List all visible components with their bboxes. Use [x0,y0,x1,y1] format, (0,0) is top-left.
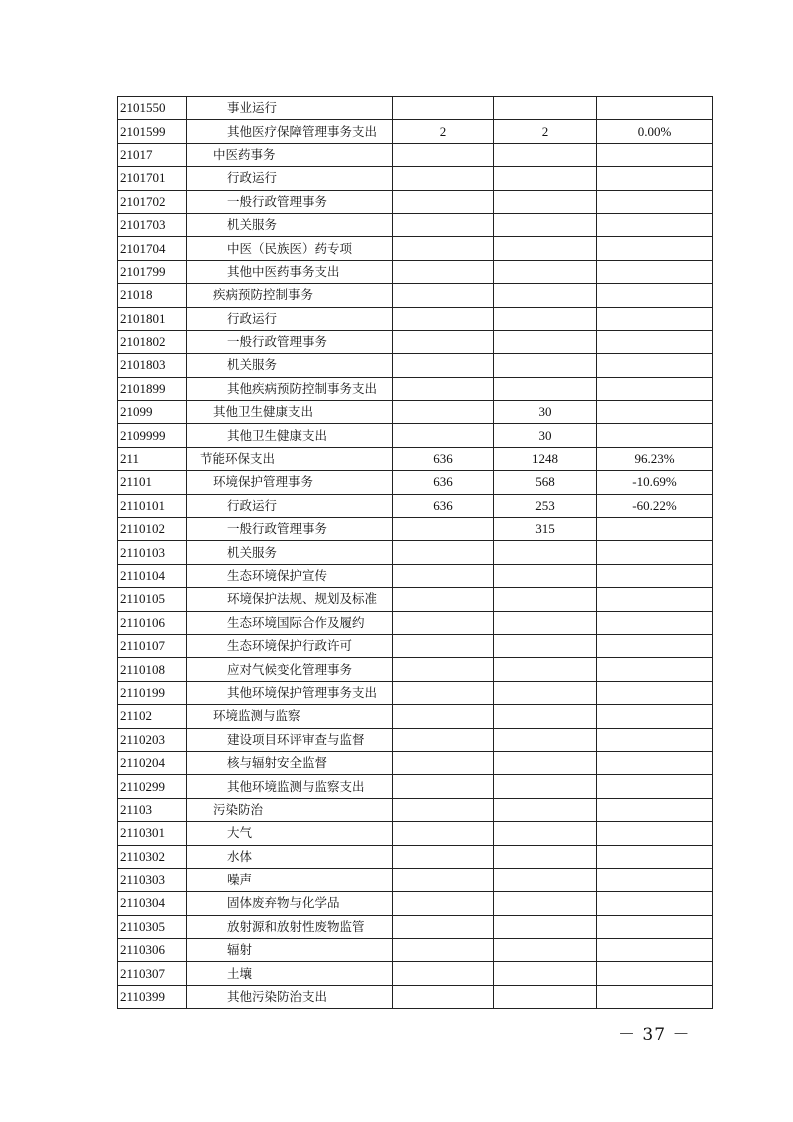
cell-value-1 [393,330,494,353]
table-row [118,330,713,353]
cell-value-2 [494,588,597,611]
cell-value-3: -10.69% [597,471,713,494]
table-row [118,190,713,213]
cell-value-3 [597,541,713,564]
table-row [118,705,713,728]
cell-value-2 [494,868,597,891]
cell-name: 其他污染防治支出 [187,985,393,1008]
cell-value-1 [393,143,494,166]
cell-name: 生态环境保护行政许可 [187,634,393,657]
cell-code: 2110299 [118,775,187,798]
cell-value-3 [597,611,713,634]
cell-value-1 [393,985,494,1008]
table-row [118,564,713,587]
table-row [118,97,713,120]
cell-value-1 [393,658,494,681]
cell-name: 土壤 [187,962,393,985]
table-row [118,798,713,821]
cell-value-2 [494,962,597,985]
cell-value-3 [597,822,713,845]
cell-value-3 [597,658,713,681]
cell-name: 一般行政管理事务 [187,330,393,353]
cell-name: 节能环保支出 [187,447,393,470]
cell-value-3 [597,518,713,541]
cell-value-2 [494,939,597,962]
cell-code: 21018 [118,284,187,307]
cell-name: 核与辐射安全监督 [187,751,393,774]
cell-value-1 [393,424,494,447]
cell-value-3 [597,962,713,985]
cell-value-3 [597,705,713,728]
cell-name: 其他卫生健康支出 [187,401,393,424]
cell-code: 2101701 [118,167,187,190]
cell-value-2 [494,190,597,213]
cell-value-3 [597,634,713,657]
cell-code: 2110303 [118,868,187,891]
table-row [118,775,713,798]
cell-name: 应对气候变化管理事务 [187,658,393,681]
cell-value-1 [393,564,494,587]
cell-value-1 [393,190,494,213]
cell-code: 2110104 [118,564,187,587]
cell-value-3 [597,845,713,868]
cell-value-3 [597,401,713,424]
cell-name: 辐射 [187,939,393,962]
table-row [118,681,713,704]
cell-code: 2101599 [118,120,187,143]
cell-value-3 [597,190,713,213]
table-row [118,494,713,517]
cell-value-3 [597,284,713,307]
cell-code: 2101801 [118,307,187,330]
cell-value-1 [393,588,494,611]
cell-code: 2110107 [118,634,187,657]
cell-value-1 [393,892,494,915]
table-row [118,354,713,377]
cell-name: 环境保护法规、规划及标准 [187,588,393,611]
cell-value-2 [494,260,597,283]
cell-code: 2110306 [118,939,187,962]
cell-value-1 [393,611,494,634]
cell-value-2 [494,775,597,798]
table-row [118,751,713,774]
cell-code: 2110103 [118,541,187,564]
cell-value-3 [597,588,713,611]
cell-value-1 [393,868,494,891]
cell-value-1: 2 [393,120,494,143]
cell-code: 21101 [118,471,187,494]
cell-value-3 [597,868,713,891]
table-row [118,237,713,260]
cell-value-1 [393,401,494,424]
table-row [118,915,713,938]
table-row [118,634,713,657]
cell-code: 211 [118,447,187,470]
cell-code: 2101802 [118,330,187,353]
cell-value-3 [597,681,713,704]
cell-value-1 [393,915,494,938]
cell-code: 2110199 [118,681,187,704]
cell-value-3 [597,237,713,260]
cell-value-3 [597,307,713,330]
table-row [118,868,713,891]
cell-code: 2110102 [118,518,187,541]
cell-code: 21099 [118,401,187,424]
cell-value-3 [597,985,713,1008]
table-row [118,213,713,236]
table-row [118,588,713,611]
cell-name: 生态环境保护宣传 [187,564,393,587]
cell-value-2: 30 [494,401,597,424]
cell-value-2 [494,634,597,657]
cell-value-3 [597,798,713,821]
cell-value-1 [393,681,494,704]
cell-name: 环境保护管理事务 [187,471,393,494]
cell-name: 生态环境国际合作及履约 [187,611,393,634]
cell-name: 中医（民族医）药专项 [187,237,393,260]
cell-value-1 [393,541,494,564]
cell-name: 其他环境监测与监察支出 [187,775,393,798]
table-row [118,939,713,962]
table-row [118,985,713,1008]
cell-value-3 [597,751,713,774]
cell-value-2 [494,237,597,260]
table-row [118,611,713,634]
cell-value-2 [494,377,597,400]
table-row [118,845,713,868]
cell-name: 噪声 [187,868,393,891]
cell-value-1 [393,518,494,541]
cell-code: 2110203 [118,728,187,751]
table-body [118,97,713,1009]
table-row [118,658,713,681]
cell-value-2 [494,705,597,728]
table-row [118,260,713,283]
cell-value-2 [494,915,597,938]
page-number: － 37 － [618,1025,691,1045]
cell-value-3 [597,377,713,400]
cell-value-3: 96.23% [597,447,713,470]
cell-code: 2101899 [118,377,187,400]
cell-value-3 [597,143,713,166]
cell-value-2: 253 [494,494,597,517]
cell-name: 机关服务 [187,354,393,377]
cell-value-1 [393,845,494,868]
cell-value-1 [393,751,494,774]
cell-name: 一般行政管理事务 [187,518,393,541]
table-row [118,120,713,143]
table-row [118,892,713,915]
cell-code: 2110105 [118,588,187,611]
cell-value-2 [494,822,597,845]
cell-name: 建设项目环评审查与监督 [187,728,393,751]
cell-value-1 [393,213,494,236]
cell-code: 2110101 [118,494,187,517]
cell-name: 大气 [187,822,393,845]
cell-value-1 [393,775,494,798]
cell-code: 2110204 [118,751,187,774]
cell-code: 2101799 [118,260,187,283]
cell-value-2 [494,798,597,821]
cell-value-1 [393,822,494,845]
cell-value-2: 568 [494,471,597,494]
cell-code: 2101703 [118,213,187,236]
cell-value-3 [597,775,713,798]
table-row [118,377,713,400]
cell-name: 固体废弃物与化学品 [187,892,393,915]
cell-code: 2110399 [118,985,187,1008]
table-row [118,284,713,307]
cell-value-3: -60.22% [597,494,713,517]
table-row [118,518,713,541]
cell-code: 2110108 [118,658,187,681]
cell-value-1 [393,307,494,330]
table-row [118,822,713,845]
cell-value-3 [597,915,713,938]
cell-value-1: 636 [393,471,494,494]
cell-value-2 [494,658,597,681]
cell-name: 行政运行 [187,167,393,190]
cell-name: 行政运行 [187,494,393,517]
cell-name: 事业运行 [187,97,393,120]
cell-value-2 [494,728,597,751]
cell-value-1 [393,260,494,283]
cell-code: 2110305 [118,915,187,938]
cell-value-2 [494,213,597,236]
cell-name: 其他环境保护管理事务支出 [187,681,393,704]
cell-value-1 [393,284,494,307]
cell-value-1 [393,705,494,728]
cell-value-3 [597,424,713,447]
cell-name: 其他卫生健康支出 [187,424,393,447]
cell-value-2 [494,611,597,634]
cell-value-1 [393,728,494,751]
cell-value-3 [597,728,713,751]
cell-value-2 [494,751,597,774]
cell-code: 21102 [118,705,187,728]
cell-value-1 [393,962,494,985]
cell-name: 放射源和放射性废物监管 [187,915,393,938]
cell-value-2: 315 [494,518,597,541]
cell-code: 2101550 [118,97,187,120]
cell-value-3 [597,939,713,962]
cell-value-2 [494,985,597,1008]
cell-name: 其他医疗保障管理事务支出 [187,120,393,143]
cell-value-3 [597,354,713,377]
cell-name: 其他疾病预防控制事务支出 [187,377,393,400]
cell-value-1 [393,634,494,657]
cell-code: 21017 [118,143,187,166]
cell-value-1 [393,354,494,377]
cell-value-3 [597,213,713,236]
cell-name: 行政运行 [187,307,393,330]
cell-value-3 [597,892,713,915]
cell-name: 一般行政管理事务 [187,190,393,213]
table-row [118,401,713,424]
cell-value-3 [597,564,713,587]
cell-name: 中医药事务 [187,143,393,166]
cell-value-1 [393,377,494,400]
cell-value-2: 2 [494,120,597,143]
cell-code: 2101702 [118,190,187,213]
cell-value-3 [597,260,713,283]
table-row [118,541,713,564]
table-row [118,471,713,494]
cell-code: 2110302 [118,845,187,868]
cell-name: 其他中医药事务支出 [187,260,393,283]
cell-name: 机关服务 [187,541,393,564]
cell-value-2 [494,143,597,166]
cell-name: 污染防治 [187,798,393,821]
cell-value-1: 636 [393,494,494,517]
cell-name: 水体 [187,845,393,868]
cell-code: 2101704 [118,237,187,260]
cell-name: 疾病预防控制事务 [187,284,393,307]
cell-value-2: 30 [494,424,597,447]
table-row [118,447,713,470]
table-row [118,962,713,985]
cell-code: 2110106 [118,611,187,634]
table-row [118,307,713,330]
cell-code: 2109999 [118,424,187,447]
cell-value-2 [494,541,597,564]
cell-value-3 [597,167,713,190]
table-row [118,728,713,751]
cell-code: 21103 [118,798,187,821]
cell-name: 机关服务 [187,213,393,236]
cell-value-3: 0.00% [597,120,713,143]
table-row [118,143,713,166]
cell-value-3 [597,97,713,120]
cell-code: 2110304 [118,892,187,915]
budget-table [117,96,713,1009]
cell-value-1 [393,798,494,821]
cell-value-2 [494,892,597,915]
cell-value-2 [494,307,597,330]
cell-value-1 [393,939,494,962]
cell-value-3 [597,330,713,353]
cell-value-1 [393,237,494,260]
cell-code: 2110301 [118,822,187,845]
cell-value-2 [494,330,597,353]
cell-code: 2101803 [118,354,187,377]
cell-value-2: 1248 [494,447,597,470]
cell-value-1 [393,167,494,190]
table-row [118,424,713,447]
cell-value-2 [494,681,597,704]
cell-value-2 [494,564,597,587]
cell-value-2 [494,97,597,120]
cell-name: 环境监测与监察 [187,705,393,728]
table-row [118,167,713,190]
cell-code: 2110307 [118,962,187,985]
cell-value-2 [494,167,597,190]
cell-value-1: 636 [393,447,494,470]
cell-value-2 [494,845,597,868]
cell-value-1 [393,97,494,120]
cell-value-2 [494,284,597,307]
cell-value-2 [494,354,597,377]
